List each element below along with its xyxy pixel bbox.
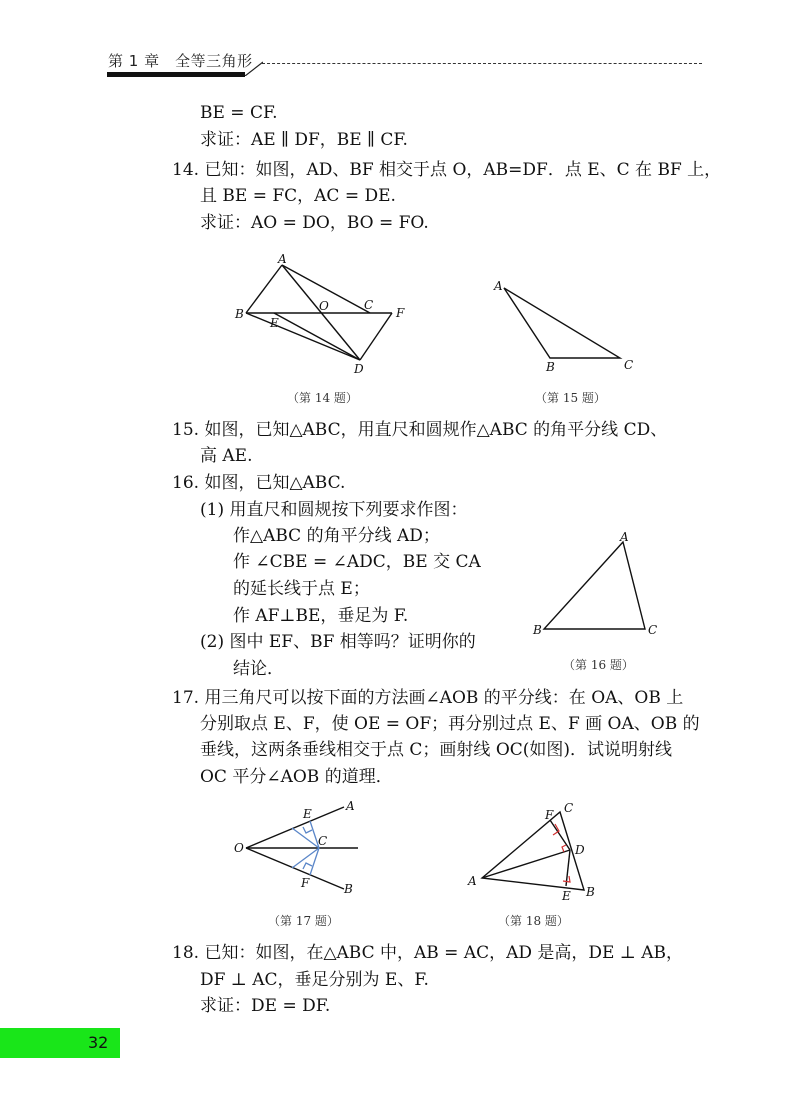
text-line: 作 ∠CBE = ∠ADC，BE 交 CA xyxy=(233,552,481,572)
caption-fig18: （第 18 题） xyxy=(498,914,569,928)
chapter-header: 第 1 章 全等三角形 xyxy=(108,52,253,70)
text-line: 垂线，这两条垂线相交于点 C；画射线 OC(如图)．试说明射线 xyxy=(200,740,673,760)
fig15-label-B: B xyxy=(546,360,555,374)
fig16-label-A: A xyxy=(620,530,629,544)
problem-14-line: 14. 已知：如图，AD、BF 相交于点 O，AB=DF．点 E、C 在 BF 上， xyxy=(172,160,722,180)
text-line: OC 平分∠AOB 的道理． xyxy=(200,767,393,787)
figure-15 xyxy=(490,276,640,376)
fig14-label-O: O xyxy=(319,299,329,313)
text-line: (1) 用直尺和圆规按下列要求作图： xyxy=(200,500,468,520)
problem-18-line: 18. 已知：如图，在△ABC 中，AB = AC，AD 是高，DE ⊥ AB， xyxy=(172,943,684,963)
text-line: 作△ABC 的角平分线 AD； xyxy=(233,526,440,546)
fig18-label-B: B xyxy=(586,885,595,899)
fig14-label-E: E xyxy=(270,316,279,330)
figure-16 xyxy=(530,530,670,640)
fig17-label-E: E xyxy=(303,807,312,821)
problem-16-line: 16. 如图，已知△ABC. xyxy=(172,473,346,493)
text-line: 求证：AE ∥ DF，BE ∥ CF. xyxy=(200,130,408,150)
text-line: 分别取点 E、F，使 OE = OF；再分别过点 E、F 画 OA、OB 的 xyxy=(200,714,700,734)
fig17-label-C: C xyxy=(318,834,328,848)
fig18-label-F: F xyxy=(545,808,554,822)
page-number: 32 xyxy=(88,1033,109,1052)
fig14-label-D: D xyxy=(354,362,364,376)
text-line: 求证：DE = DF. xyxy=(200,996,331,1016)
text-line: BE = CF. xyxy=(200,103,278,123)
fig16-label-B: B xyxy=(533,623,542,637)
caption-fig17: （第 17 题） xyxy=(268,914,339,928)
fig17-label-O: O xyxy=(234,841,244,855)
figure-17 xyxy=(230,800,380,900)
fig15-label-A: A xyxy=(494,279,503,293)
text-line: 作 AF⊥BE，垂足为 F. xyxy=(233,606,409,626)
fig16-label-C: C xyxy=(648,623,658,637)
problem-17-line: 17. 用三角尺可以按下面的方法画∠AOB 的平分线：在 OA、OB 上 xyxy=(172,688,684,708)
fig18-label-E: E xyxy=(562,889,571,903)
fig17-label-A: A xyxy=(346,800,355,813)
caption-fig16: （第 16 题） xyxy=(563,658,634,672)
header-slash xyxy=(245,56,263,76)
caption-fig15: （第 15 题） xyxy=(535,391,606,405)
fig14-label-B: B xyxy=(235,307,244,321)
text-line: 的延长线于点 E； xyxy=(233,579,370,599)
text-line: DF ⊥ AC，垂足分别为 E、F. xyxy=(200,970,429,990)
text-line: 且 BE = FC，AC = DE. xyxy=(200,186,396,206)
fig18-label-C: C xyxy=(564,801,574,815)
fig14-label-C: C xyxy=(364,298,374,312)
text-line: (2) 图中 EF、BF 相等吗？证明你的 xyxy=(200,632,476,652)
fig17-label-B: B xyxy=(344,882,353,896)
problem-15-line: 15. 如图，已知△ABC，用直尺和圆规作△ABC 的角平分线 CD、 xyxy=(172,420,668,440)
fig15-label-C: C xyxy=(624,358,634,372)
text-line: 高 AE. xyxy=(200,446,253,466)
header-underline-bar xyxy=(107,72,245,77)
caption-fig14: （第 14 题） xyxy=(287,391,358,405)
fig14-label-F: F xyxy=(396,306,405,320)
fig18-label-A: A xyxy=(468,874,477,888)
text-line: 结论． xyxy=(233,659,284,679)
figure-18 xyxy=(462,798,612,908)
fig14-label-A: A xyxy=(278,252,287,266)
fig17-label-F: F xyxy=(301,876,310,890)
fig18-label-D: D xyxy=(575,843,585,857)
header-dashed-rule xyxy=(262,63,702,64)
figure-14 xyxy=(230,250,420,376)
text-line: 求证：AO = DO，BO = FO. xyxy=(200,213,429,233)
